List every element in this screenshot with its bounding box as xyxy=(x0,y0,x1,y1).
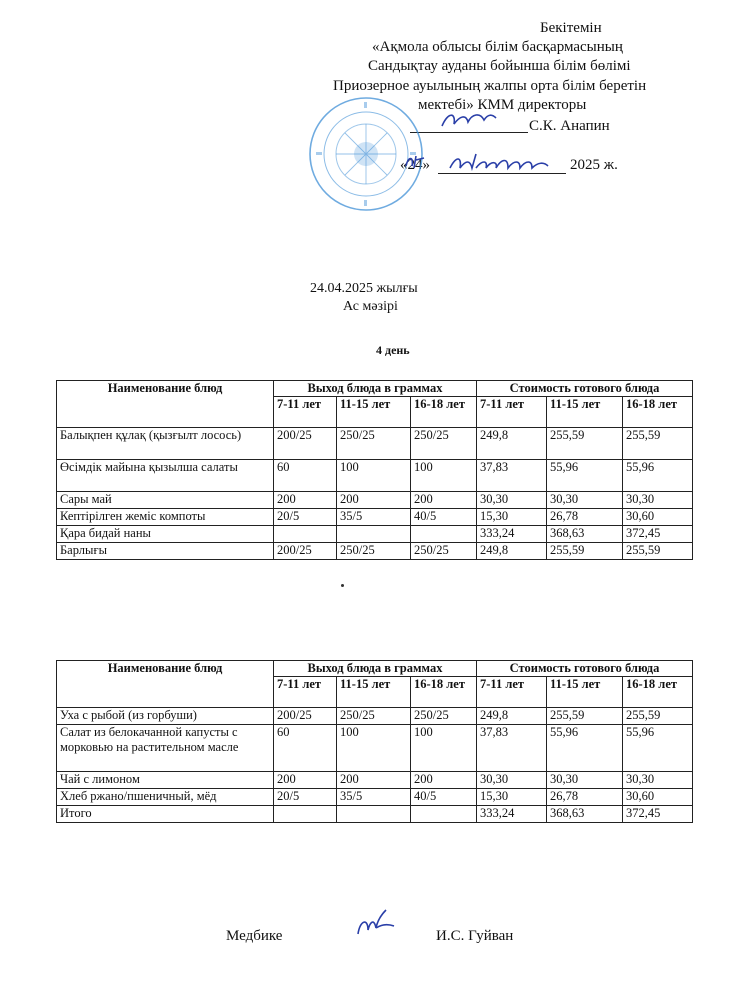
menu-table-kazakh xyxy=(56,380,693,560)
cell: 20/5 xyxy=(274,789,337,806)
cell: 30,30 xyxy=(623,492,693,509)
cell: 30,60 xyxy=(623,509,693,526)
cell: 368,63 xyxy=(547,526,623,543)
cell: 255,59 xyxy=(547,543,623,560)
cell: 60 xyxy=(274,460,337,492)
footer-role: Медбике xyxy=(226,928,283,944)
cell: 26,78 xyxy=(547,789,623,806)
cell: 15,30 xyxy=(477,789,547,806)
table1-header-output: Выход блюда в граммах xyxy=(274,381,477,397)
cell: 250/25 xyxy=(337,428,411,460)
cell: 100 xyxy=(411,725,477,772)
table2-age-header: 11-15 лет xyxy=(337,677,411,708)
cell: 40/5 xyxy=(411,789,477,806)
approval-line-1: «Ақмола облысы білім басқармасының xyxy=(372,39,623,55)
table-row xyxy=(57,509,693,526)
menu-table-russian xyxy=(56,660,693,823)
table1-header-cost: Стоимость готового блюда xyxy=(477,381,693,397)
cell: 40/5 xyxy=(411,509,477,526)
date-year: 2025 ж. xyxy=(570,157,618,173)
cell: 333,24 xyxy=(477,526,547,543)
cell: 333,24 xyxy=(477,806,547,823)
cell: 200 xyxy=(411,492,477,509)
cell: 20/5 xyxy=(274,509,337,526)
table-row xyxy=(57,772,693,789)
cell: 372,45 xyxy=(623,526,693,543)
cell: 255,59 xyxy=(623,708,693,725)
table2-age-header: 16-18 лет xyxy=(411,677,477,708)
cell: 30,30 xyxy=(547,772,623,789)
table1-age-header: 16-18 лет xyxy=(623,397,693,428)
table2-age-header: 16-18 лет xyxy=(623,677,693,708)
table-row xyxy=(57,806,693,823)
dish-name: Чай с лимоном xyxy=(57,772,274,789)
table2-header-cost: Стоимость готового блюда xyxy=(477,661,693,677)
table2-header-name: Наименование блюд xyxy=(57,661,274,708)
cell: 60 xyxy=(274,725,337,772)
cell: 55,96 xyxy=(623,460,693,492)
cell xyxy=(411,806,477,823)
cell: 372,45 xyxy=(623,806,693,823)
approval-line-4: мектебі» КММ директоры xyxy=(418,97,587,113)
cell: 250/25 xyxy=(411,428,477,460)
menu-day: 4 день xyxy=(376,343,410,357)
cell: 200 xyxy=(274,772,337,789)
dish-name: Итого xyxy=(57,806,274,823)
cell: 249,8 xyxy=(477,428,547,460)
menu-title: Ас мәзірі xyxy=(343,299,398,314)
stray-dot xyxy=(341,584,344,587)
dish-name: Уха с рыбой (из горбуши) xyxy=(57,708,274,725)
table-row xyxy=(57,526,693,543)
cell: 100 xyxy=(411,460,477,492)
table-row xyxy=(57,460,693,492)
cell xyxy=(274,806,337,823)
cell: 26,78 xyxy=(547,509,623,526)
approval-line-2: Сандықтау ауданы бойынша білім бөлімі xyxy=(368,58,631,74)
cell: 30,60 xyxy=(623,789,693,806)
table1-age-header: 7-11 лет xyxy=(274,397,337,428)
table2-header-output: Выход блюда в граммах xyxy=(274,661,477,677)
cell: 255,59 xyxy=(623,543,693,560)
dish-name: Сары май xyxy=(57,492,274,509)
cell: 55,96 xyxy=(547,460,623,492)
table2-age-header: 7-11 лет xyxy=(477,677,547,708)
cell: 255,59 xyxy=(623,428,693,460)
director-name: С.К. Анапин xyxy=(529,118,610,134)
cell: 250/25 xyxy=(337,543,411,560)
table1-age-header: 7-11 лет xyxy=(477,397,547,428)
cell: 249,8 xyxy=(477,708,547,725)
menu-date: 24.04.2025 жылғы xyxy=(310,281,418,296)
footer-name: И.С. Гуйван xyxy=(436,928,514,944)
cell: 200/25 xyxy=(274,428,337,460)
dish-name: Өсімдік майына қызылша салаты xyxy=(57,460,274,492)
handwritten-day-icon xyxy=(402,150,428,174)
cell: 35/5 xyxy=(337,789,411,806)
cell: 200/25 xyxy=(274,543,337,560)
cell: 30,30 xyxy=(477,772,547,789)
cell: 368,63 xyxy=(547,806,623,823)
cell: 200/25 xyxy=(274,708,337,725)
dish-name: Балықпен құлақ (қызғылт лосось) xyxy=(57,428,274,460)
table1-age-header: 11-15 лет xyxy=(337,397,411,428)
medic-signature-icon xyxy=(352,906,398,946)
table2-age-header: 11-15 лет xyxy=(547,677,623,708)
cell: 30,30 xyxy=(623,772,693,789)
table1-age-header: 16-18 лет xyxy=(411,397,477,428)
cell: 255,59 xyxy=(547,428,623,460)
dish-name: Салат из белокачанной капусты с морковью на растительном масле xyxy=(57,725,274,772)
cell: 37,83 xyxy=(477,460,547,492)
cell: 255,59 xyxy=(547,708,623,725)
cell: 55,96 xyxy=(547,725,623,772)
cell: 55,96 xyxy=(623,725,693,772)
table-row xyxy=(57,543,693,560)
table1-header-name: Наименование блюд xyxy=(57,381,274,428)
cell: 249,8 xyxy=(477,543,547,560)
date-day: «24» xyxy=(400,157,430,173)
table1-age-header: 11-15 лет xyxy=(547,397,623,428)
table-row xyxy=(57,725,693,772)
cell: 200 xyxy=(337,492,411,509)
cell: 30,30 xyxy=(547,492,623,509)
cell: 35/5 xyxy=(337,509,411,526)
dish-name: Кептірілген жеміс компоты xyxy=(57,509,274,526)
director-signature-icon xyxy=(438,108,498,134)
dish-name: Хлеб ржано/пшеничный, мёд xyxy=(57,789,274,806)
cell: 250/25 xyxy=(411,708,477,725)
dish-name: Қара бидай наны xyxy=(57,526,274,543)
approval-line-3: Приозерное ауылының жалпы орта білім беретін xyxy=(333,78,647,94)
table-row xyxy=(57,428,693,460)
cell: 200 xyxy=(411,772,477,789)
cell xyxy=(337,526,411,543)
table2-age-header: 7-11 лет xyxy=(274,677,337,708)
cell: 250/25 xyxy=(337,708,411,725)
cell: 200 xyxy=(274,492,337,509)
table-row xyxy=(57,789,693,806)
cell: 100 xyxy=(337,725,411,772)
cell xyxy=(411,526,477,543)
cell xyxy=(337,806,411,823)
cell: 250/25 xyxy=(411,543,477,560)
handwritten-month-icon xyxy=(446,150,554,176)
cell: 200 xyxy=(337,772,411,789)
approval-title: Бекітемін xyxy=(540,20,602,36)
cell: 37,83 xyxy=(477,725,547,772)
table-row xyxy=(57,708,693,725)
cell xyxy=(274,526,337,543)
cell: 100 xyxy=(337,460,411,492)
table-row xyxy=(57,492,693,509)
cell: 30,30 xyxy=(477,492,547,509)
dish-name: Барлығы xyxy=(57,543,274,560)
cell: 15,30 xyxy=(477,509,547,526)
